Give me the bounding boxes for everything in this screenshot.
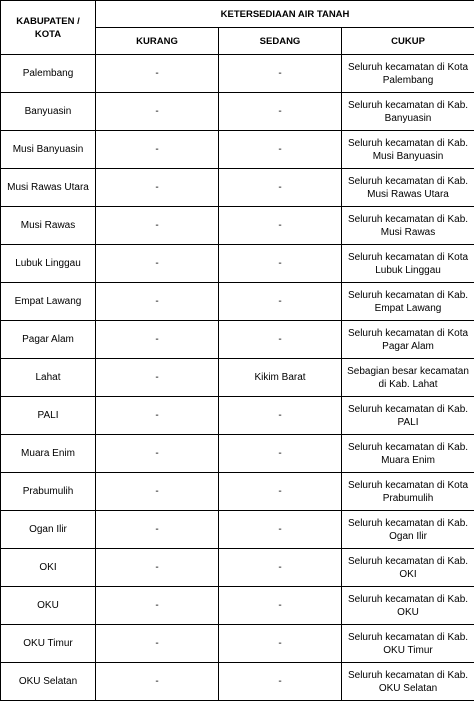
- cell-kurang: -: [96, 625, 219, 663]
- table-row: [1, 55, 474, 93]
- cell-sedang: -: [219, 397, 342, 435]
- cell-region: Musi Rawas: [1, 207, 96, 245]
- cell-kurang: -: [96, 245, 219, 283]
- cell-cukup: Seluruh kecamatan di Kota Lubuk Linggau: [342, 245, 474, 283]
- table-row: [1, 93, 474, 131]
- cell-region: OKU Timur: [1, 625, 96, 663]
- cell-region: Empat Lawang: [1, 283, 96, 321]
- cell-sedang: Kikim Barat: [219, 359, 342, 397]
- table-row: [1, 245, 474, 283]
- cell-kurang: -: [96, 397, 219, 435]
- cell-sedang: -: [219, 283, 342, 321]
- cell-sedang: -: [219, 169, 342, 207]
- header-cukup: CUKUP: [342, 28, 474, 55]
- cell-sedang: -: [219, 435, 342, 473]
- header-kurang: KURANG: [96, 28, 219, 55]
- cell-cukup: Seluruh kecamatan di Kab. Banyuasin: [342, 93, 474, 131]
- cell-kurang: -: [96, 321, 219, 359]
- cell-kurang: -: [96, 55, 219, 93]
- cell-sedang: -: [219, 587, 342, 625]
- cell-region: Ogan Ilir: [1, 511, 96, 549]
- cell-sedang: -: [219, 55, 342, 93]
- cell-sedang: -: [219, 511, 342, 549]
- table-row: [1, 663, 474, 701]
- cell-region: Pagar Alam: [1, 321, 96, 359]
- cell-sedang: -: [219, 549, 342, 587]
- cell-kurang: -: [96, 131, 219, 169]
- cell-kurang: -: [96, 663, 219, 701]
- cell-cukup: Seluruh kecamatan di Kab. Empat Lawang: [342, 283, 474, 321]
- header-region: KABUPATEN / KOTA: [1, 1, 96, 55]
- cell-region: Musi Banyuasin: [1, 131, 96, 169]
- cell-kurang: -: [96, 473, 219, 511]
- table-row: [1, 473, 474, 511]
- cell-region: Lubuk Linggau: [1, 245, 96, 283]
- table-body: [1, 55, 474, 701]
- table-row: [1, 625, 474, 663]
- cell-cukup: Seluruh kecamatan di Kab. OKU Timur: [342, 625, 474, 663]
- cell-cukup: Sebagian besar kecamatan di Kab. Lahat: [342, 359, 474, 397]
- cell-kurang: -: [96, 169, 219, 207]
- cell-kurang: -: [96, 93, 219, 131]
- cell-kurang: -: [96, 587, 219, 625]
- cell-region: Prabumulih: [1, 473, 96, 511]
- cell-sedang: -: [219, 245, 342, 283]
- cell-cukup: Seluruh kecamatan di Kab. OKU Selatan: [342, 663, 474, 701]
- table-row: [1, 587, 474, 625]
- cell-region: PALI: [1, 397, 96, 435]
- cell-sedang: -: [219, 93, 342, 131]
- cell-kurang: -: [96, 207, 219, 245]
- cell-cukup: Seluruh kecamatan di Kab. OKU: [342, 587, 474, 625]
- cell-kurang: -: [96, 511, 219, 549]
- cell-region: OKI: [1, 549, 96, 587]
- cell-region: Muara Enim: [1, 435, 96, 473]
- cell-cukup: Seluruh kecamatan di Kota Palembang: [342, 55, 474, 93]
- cell-cukup: Seluruh kecamatan di Kab. Musi Banyuasin: [342, 131, 474, 169]
- cell-kurang: -: [96, 549, 219, 587]
- table-row: [1, 435, 474, 473]
- cell-region: Musi Rawas Utara: [1, 169, 96, 207]
- cell-sedang: -: [219, 663, 342, 701]
- cell-cukup: Seluruh kecamatan di Kota Prabumulih: [342, 473, 474, 511]
- cell-region: Banyuasin: [1, 93, 96, 131]
- cell-region: OKU: [1, 587, 96, 625]
- cell-cukup: Seluruh kecamatan di Kab. PALI: [342, 397, 474, 435]
- cell-sedang: -: [219, 625, 342, 663]
- table-row: [1, 397, 474, 435]
- cell-sedang: -: [219, 321, 342, 359]
- cell-region: Palembang: [1, 55, 96, 93]
- cell-cukup: Seluruh kecamatan di Kab. Muara Enim: [342, 435, 474, 473]
- table-row: [1, 207, 474, 245]
- cell-cukup: Seluruh kecamatan di Kab. OKI: [342, 549, 474, 587]
- cell-region: OKU Selatan: [1, 663, 96, 701]
- cell-cukup: Seluruh kecamatan di Kota Pagar Alam: [342, 321, 474, 359]
- cell-cukup: Seluruh kecamatan di Kab. Musi Rawas: [342, 207, 474, 245]
- table-row: [1, 511, 474, 549]
- table-row: [1, 549, 474, 587]
- table-row: [1, 131, 474, 169]
- table-header: [1, 1, 474, 55]
- cell-sedang: -: [219, 207, 342, 245]
- cell-cukup: Seluruh kecamatan di Kab. Musi Rawas Utara: [342, 169, 474, 207]
- cell-cukup: Seluruh kecamatan di Kab. Ogan Ilir: [342, 511, 474, 549]
- cell-kurang: -: [96, 359, 219, 397]
- cell-sedang: -: [219, 131, 342, 169]
- cell-kurang: -: [96, 435, 219, 473]
- cell-sedang: -: [219, 473, 342, 511]
- header-sedang: SEDANG: [219, 28, 342, 55]
- header-group: KETERSEDIAAN AIR TANAH: [96, 1, 474, 28]
- table-row: [1, 169, 474, 207]
- table-row: [1, 283, 474, 321]
- cell-kurang: -: [96, 283, 219, 321]
- cell-region: Lahat: [1, 359, 96, 397]
- table-row: [1, 321, 474, 359]
- table-row: [1, 359, 474, 397]
